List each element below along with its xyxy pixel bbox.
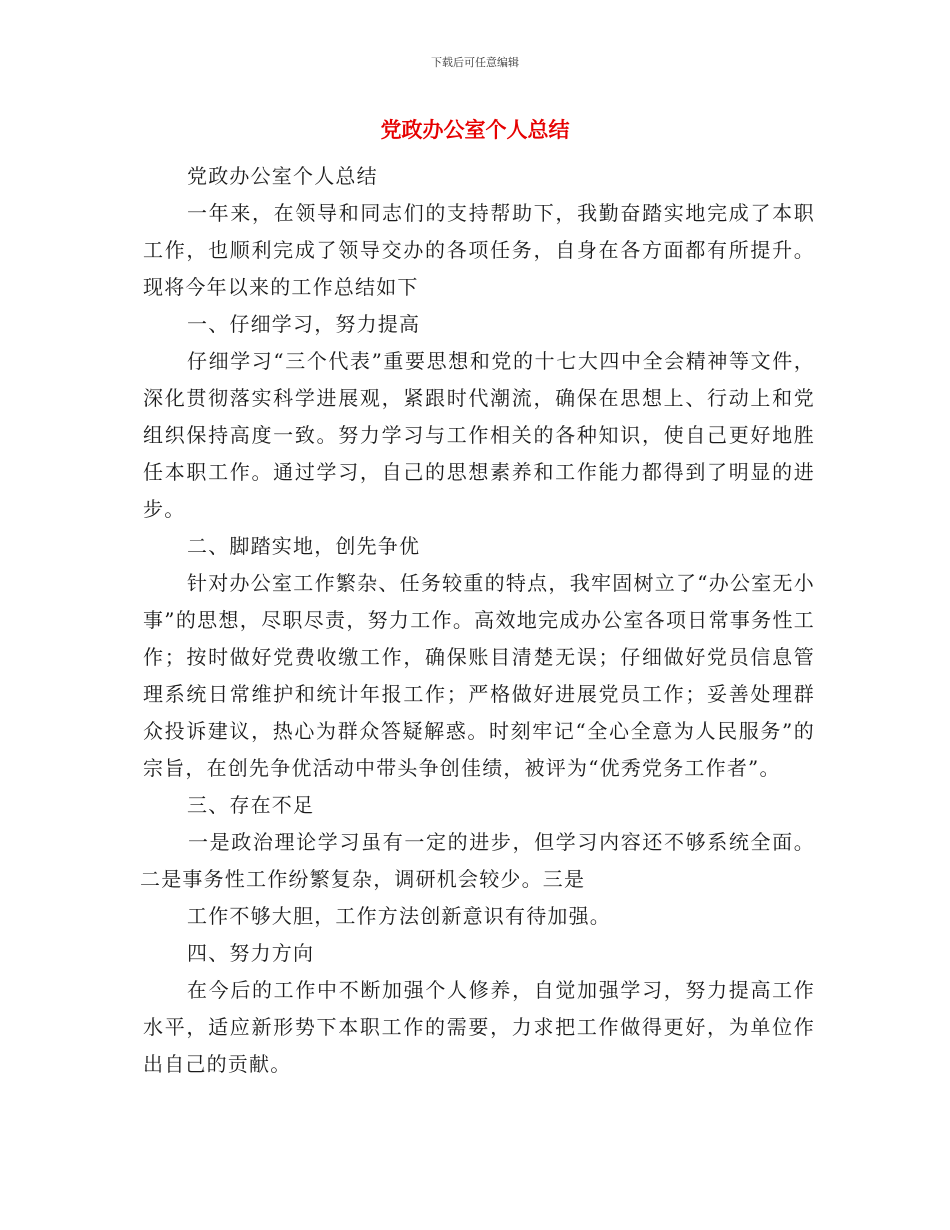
intro-paragraph: 一年来，在领导和同志们的支持帮助下，我勤奋踏实地完成了本职工作，也顺利完成了领导交办的各项任务，自身在各方面都有所提升。现将今年以来的工作总结如下 (143, 201, 815, 299)
document-title: 党政办公室个人总结 (380, 118, 570, 142)
section-1-paragraph: 仔细学习“三个代表”重要思想和党的十七大四中全会精神等文件，深化贯彻落实科学进展观，紧跟时代潮流，确保在思想上、行动上和党组织保持高度一致。努力学习与工作相关的各种知识，使自己更好地胜任本职工作。通过学习，自己的思想素养和工作能力都得到了明显的进步。 (143, 349, 815, 521)
subtitle-paragraph: 党政办公室个人总结 (187, 164, 378, 188)
section-4-paragraph: 在今后的工作中不断加强个人修养，自觉加强学习，努力提高工作水平，适应新形势下本职工作的需要，力求把工作做得更好，为单位作出自己的贡献。 (143, 978, 815, 1076)
section-heading-2: 二、脚踏实地，创先争优 (187, 534, 421, 558)
section-3-paragraph: 一是政治理论学习虽有一定的进步，但学习内容还不够系统全面。二是事务性工作纷繁复杂，调研机会较少。三是 (140, 830, 815, 891)
section-3-continuation: 工作不够大胆，工作方法创新意识有待加强。 (187, 904, 611, 928)
section-heading-1: 一、仔细学习，努力提高 (187, 312, 421, 336)
section-2-paragraph: 针对办公室工作繁杂、任务较重的特点，我牢固树立了“办公室无小事”的思想，尽职尽责，努力工作。高效地完成办公室各项日常事务性工作；按时做好党费收缴工作，确保账目清楚无误；仔细做好党员信息管理系统日常维护和统计年报工作；严格做好进展党员工作；妥善处理群众投诉建议，热心为群众答疑解惑。时刻牢记“全心全意为人民服务”的宗旨，在创先争优活动中带头争创佳绩，被评为“优秀党务工作者”。 (143, 571, 815, 780)
section-heading-4: 四、努力方向 (187, 941, 315, 965)
document-body (140, 158, 815, 1083)
section-heading-3: 三、存在不足 (187, 793, 315, 817)
header-note: 下载后可任意编辑 (431, 56, 519, 69)
